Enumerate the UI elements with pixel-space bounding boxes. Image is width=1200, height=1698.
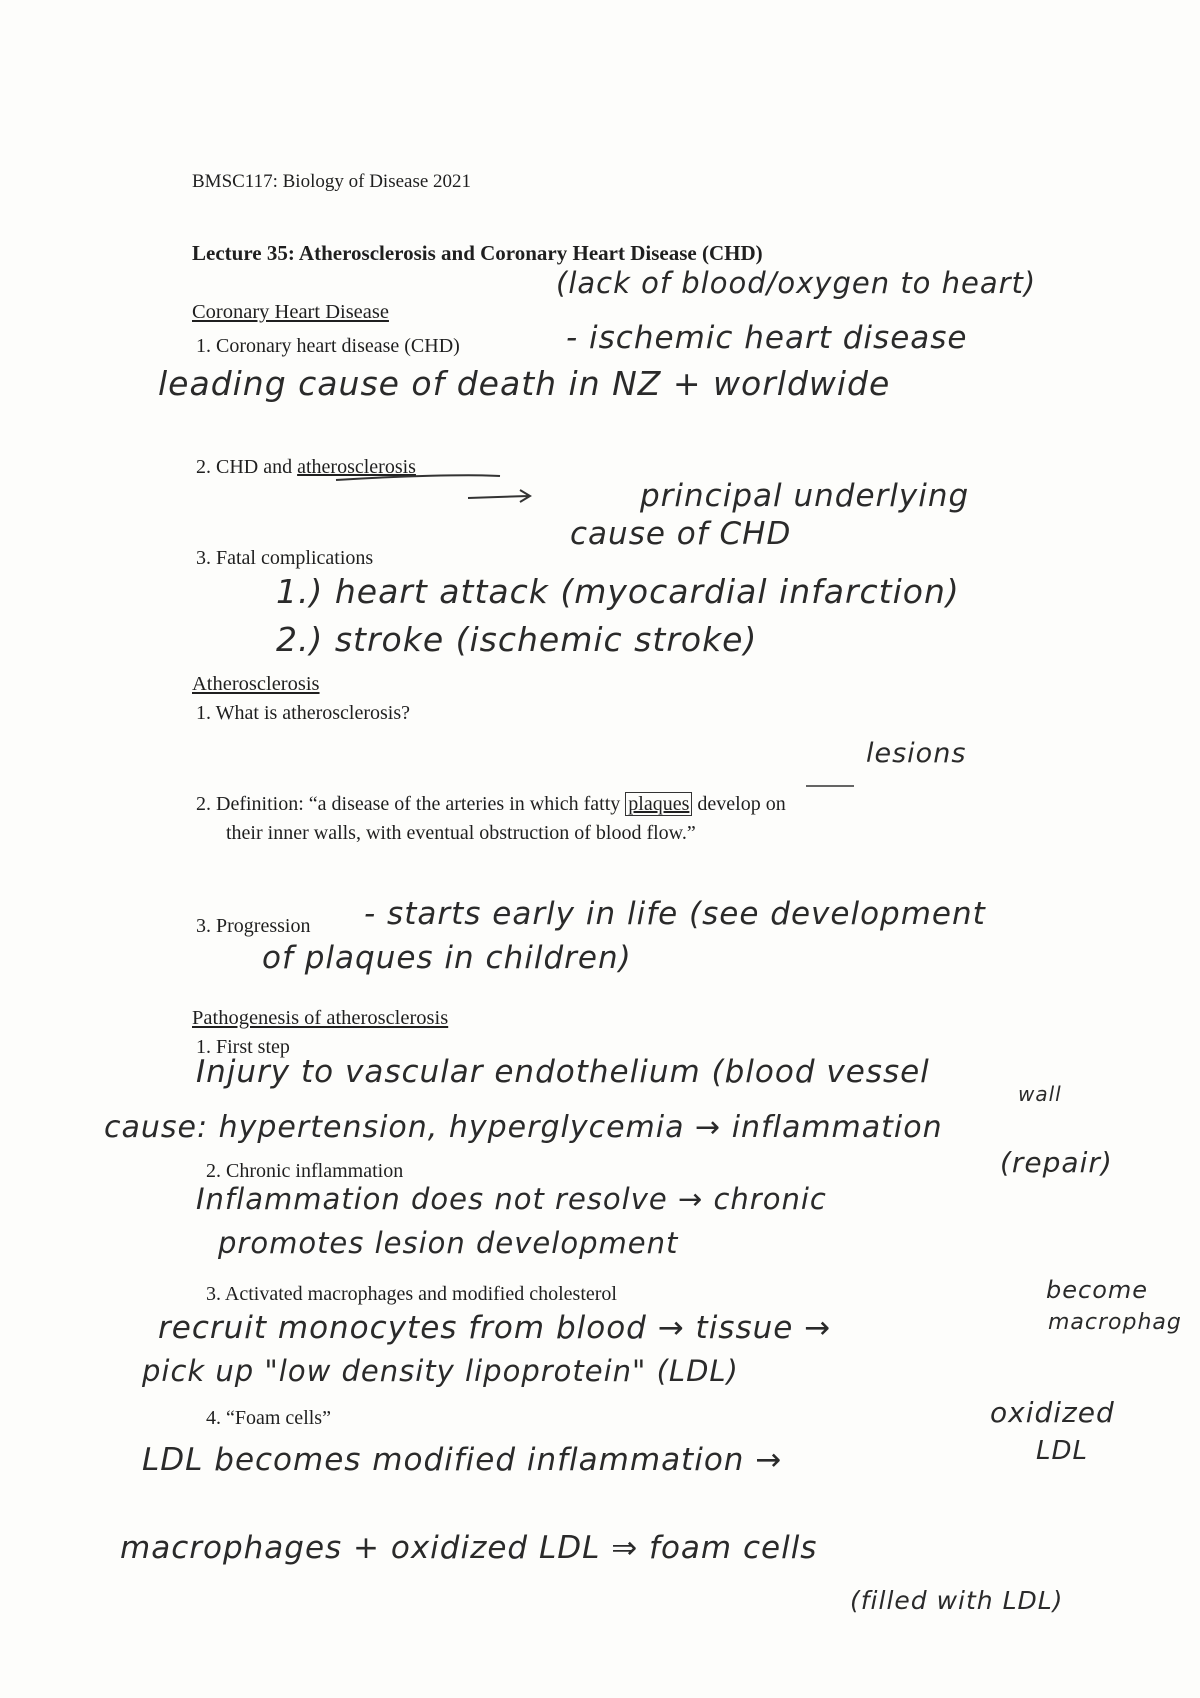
note-ldl-modified: LDL becomes modified inflammation → <box>142 1442 783 1478</box>
note-principal-2: cause of CHD <box>570 516 792 552</box>
note-oxidized-2: LDL <box>1036 1436 1088 1466</box>
lecture-title: Lecture 35: Atherosclerosis and Coronary Heart Disease (CHD) <box>192 241 763 265</box>
note-injury: Injury to vascular endothelium (blood vessel <box>196 1054 930 1090</box>
ath-item-2-line-2: their inner walls, with eventual obstruction of blood flow.” <box>226 822 696 844</box>
path-item-1: 1. First step <box>196 1036 290 1058</box>
note-lesions: lesions <box>866 738 967 769</box>
path-item-4: 4. “Foam cells” <box>206 1407 331 1429</box>
section-heading-atherosclerosis: Atherosclerosis <box>192 673 320 695</box>
note-progression-1: - starts early in life (see development <box>364 896 986 932</box>
note-lack-of-blood: (lack of blood/oxygen to heart) <box>556 266 1037 300</box>
note-principal-1: principal underlying <box>640 478 970 514</box>
ath-item-2-text-a: 2. Definition: “a disease of the arteries in which fatty <box>196 793 621 815</box>
ath-item-3: 3. Progression <box>196 915 311 937</box>
note-oxidized-1: oxidized <box>990 1396 1115 1429</box>
note-leading-cause: leading cause of death in NZ + worldwide <box>158 364 891 403</box>
note-filled: (filled with LDL) <box>850 1586 1064 1615</box>
chd-item-1: 1. Coronary heart disease (CHD) <box>196 335 460 357</box>
note-wall: wall <box>1018 1082 1062 1106</box>
note-complication-2: 2.) stroke (ischemic stroke) <box>276 620 758 659</box>
note-macrophag: macrophag <box>1048 1310 1182 1335</box>
note-inflammation-1: Inflammation does not resolve → chronic <box>196 1182 827 1216</box>
chd-item-3: 3. Fatal complications <box>196 547 374 569</box>
path-item-3: 3. Activated macrophages and modified cholesterol <box>206 1283 617 1305</box>
ath-item-1: 1. What is atherosclerosis? <box>196 702 411 724</box>
arrow-principal-stroke <box>468 490 530 502</box>
note-repair: (repair) <box>1000 1146 1113 1179</box>
path-item-2: 2. Chronic inflammation <box>206 1160 404 1182</box>
note-ischemic: - ischemic heart disease <box>566 320 968 356</box>
section-heading-pathogenesis: Pathogenesis of atherosclerosis <box>192 1007 449 1029</box>
section-heading-chd: Coronary Heart Disease <box>192 301 389 323</box>
note-complication-1: 1.) heart attack (myocardial infarction) <box>276 572 960 611</box>
ath-item-2-boxed-plaques: plaques <box>625 792 692 816</box>
note-foam: macrophages + oxidized LDL ⇒ foam cells <box>120 1530 818 1566</box>
arrow-underline-stroke <box>336 475 500 480</box>
note-pickup: pick up "low density lipoprotein" (LDL) <box>142 1354 739 1388</box>
note-recruit: recruit monocytes from blood → tissue → <box>158 1310 832 1346</box>
note-progression-2: of plaques in children) <box>262 940 632 976</box>
note-become: become <box>1046 1276 1149 1304</box>
chd-item-2-prefix: 2. CHD and <box>196 456 298 478</box>
chd-item-2-term: atherosclerosis <box>297 456 416 478</box>
course-header: BMSC117: Biology of Disease 2021 <box>192 171 472 192</box>
note-cause: cause: hypertension, hyperglycemia → inflammation <box>104 1110 943 1145</box>
note-inflammation-2: promotes lesion development <box>218 1226 679 1260</box>
ath-item-2-text-b: develop on <box>697 793 786 815</box>
